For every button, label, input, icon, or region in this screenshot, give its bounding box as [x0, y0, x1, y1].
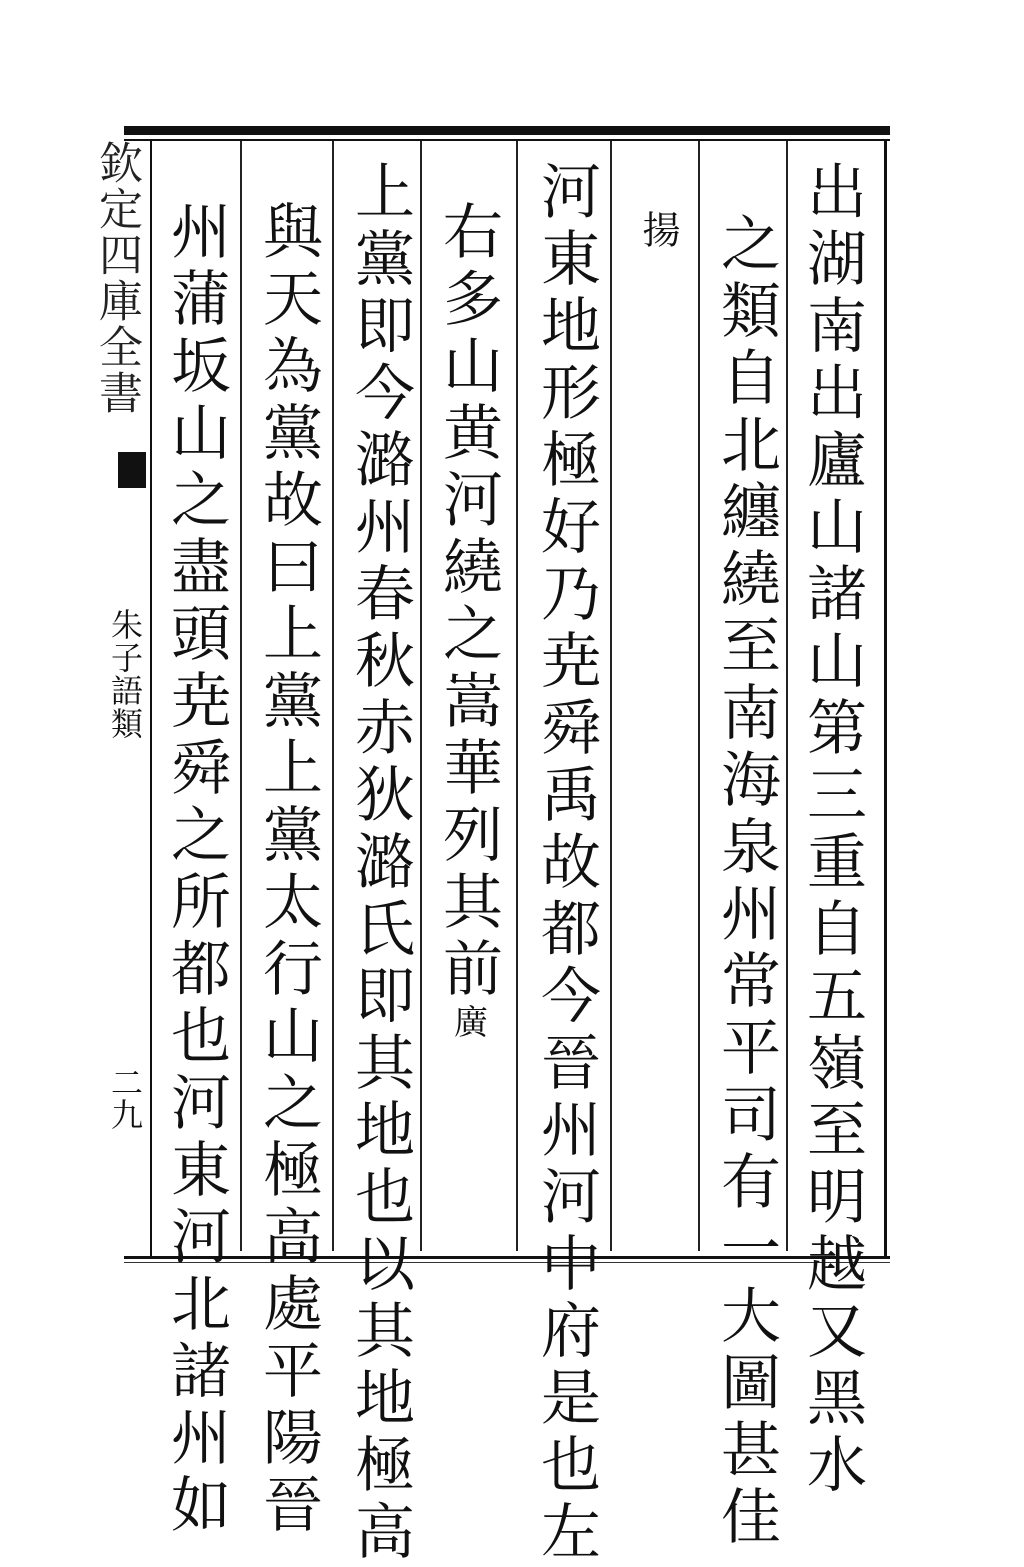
column-divider: [698, 141, 700, 1251]
column-text: 之類自北纏繞至南海泉州常平司有一大圖甚佳: [711, 212, 781, 1552]
column-note: 廣: [447, 1004, 488, 1038]
text-column-1: [792, 160, 872, 1500]
text-column-6: [340, 160, 420, 1567]
margin-title: 欽定四庫全書: [91, 140, 142, 416]
column-text: 上黨即今潞州春秋赤狄潞氏即其地也以其地極高: [345, 160, 415, 1567]
margin-book-title: 朱子語類: [106, 608, 144, 740]
column-text: 揚: [636, 210, 680, 252]
column-divider: [610, 141, 612, 1251]
column-divider: [240, 141, 242, 1251]
left-frame-border: [150, 141, 152, 1256]
column-divider: [332, 141, 334, 1251]
margin-page-number: 二九: [106, 1066, 144, 1130]
column-divider: [516, 141, 518, 1251]
text-column-2: [706, 212, 786, 1552]
column-text: 與天為黨故曰上黨上黨太行山之極高處平陽晉: [253, 200, 323, 1540]
top-frame-rule-thin: [124, 139, 890, 141]
fishtail-mark: [118, 452, 146, 488]
text-column-8: [156, 200, 236, 1540]
column-divider: [786, 141, 788, 1251]
text-column-7: [248, 200, 328, 1540]
right-frame-border: [884, 141, 887, 1256]
text-column-5: [428, 200, 508, 1038]
column-text: 河東地形極好乃尭舜禹故都今晉州河中府是也左: [531, 160, 601, 1567]
column-text: 右多山黄河繞之嵩華列其前: [433, 200, 503, 1004]
top-frame-rule: [124, 126, 890, 135]
column-text: 州蒲坂山之盡頭尭舜之所都也河東河北諸州如: [161, 200, 231, 1540]
column-divider: [420, 141, 422, 1251]
text-column-3: [618, 210, 698, 252]
text-column-4: [526, 160, 606, 1567]
column-text: 出湖南出廬山諸山第三重自五嶺至明越又黑水: [797, 160, 867, 1500]
